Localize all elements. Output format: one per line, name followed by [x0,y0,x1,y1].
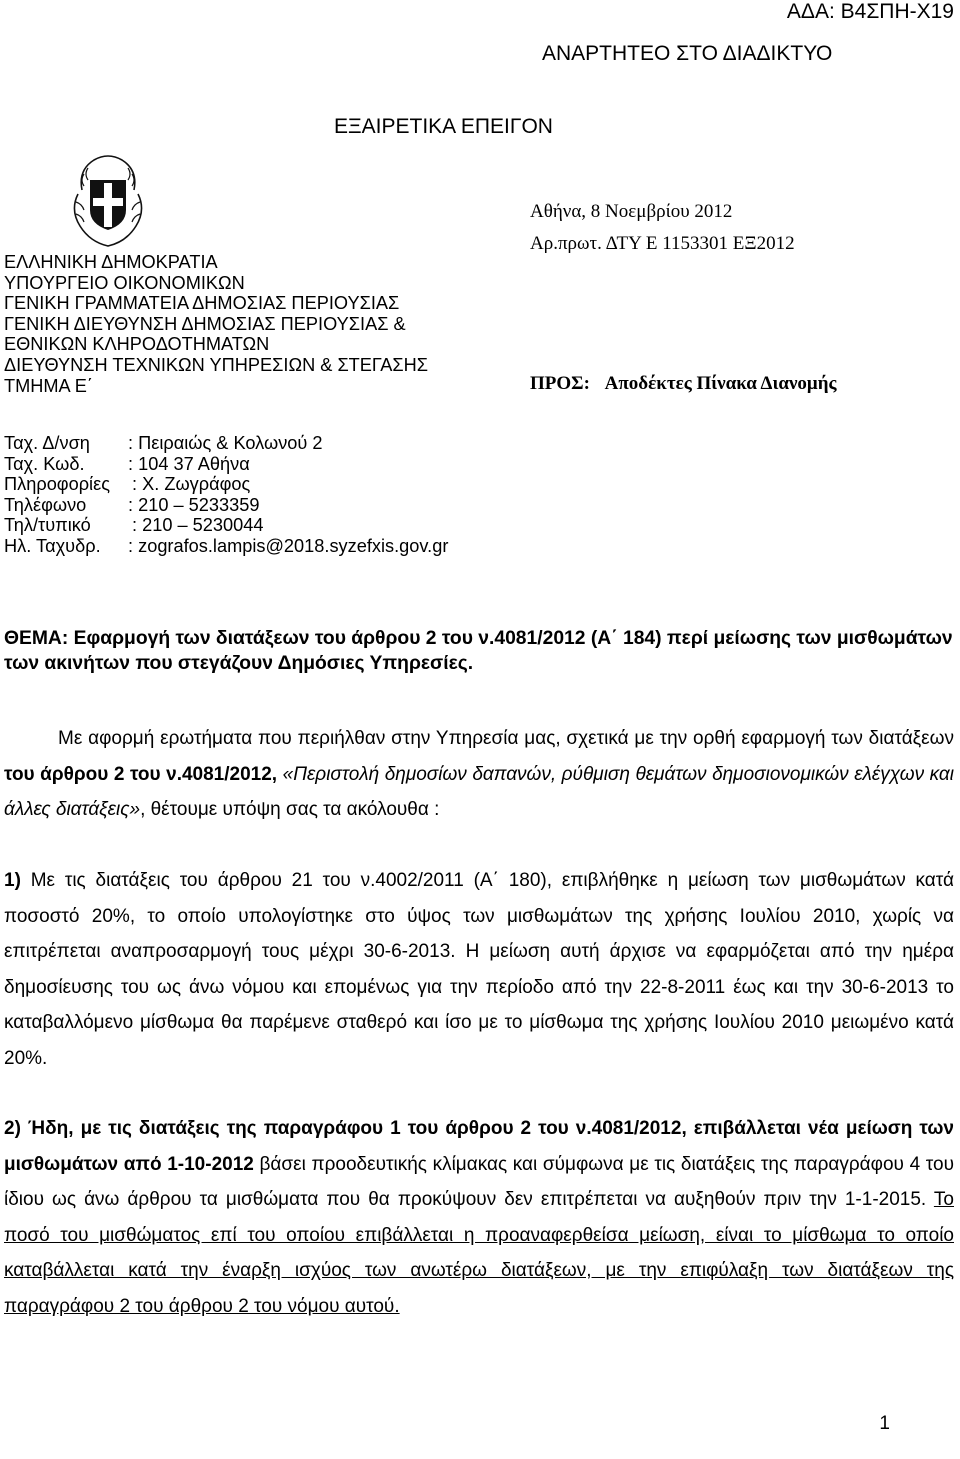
contact-label: Πληροφορίες [4,474,110,495]
document-date: Αθήνα, 8 Νοεμβρίου 2012 [530,201,733,222]
intro-text: Με αφορμή ερωτήματα που περιήλθαν στην Υπηρεσία μας, σχετικά με την ορθή εφαρμογή των διατάξεων [58,728,954,749]
contact-block [4,433,448,557]
issuer-line: ΥΠΟΥΡΓΕΙΟ ΟΙΚΟΝΟΜΙΚΩΝ [4,272,245,293]
page-number: 1 [879,1413,890,1434]
intro-law-title: «Περιστολή δημοσίων δαπανών, ρύθμιση θεμάτων δημοσιονομικών ελέγχων και άλλες διατάξεις» [4,763,954,821]
contact-email: : zografos.lampis@2018.syzefxis.gov.gr [128,535,449,556]
contact-row [4,433,448,454]
paragraph-underlined-text: Το ποσό του μισθώματος επί του οποίου επιβάλλεται η προαναφερθείσα μείωση, είναι το μίσθωμα το οποίο καταβάλλεται κατά την έναρξη ισχύος των ανωτέρω διατάξεων, με την επιφύλαξη των διατάξεων της παραγράφου 2 του άρθρου 2 του νόμου αυτού. [4,1189,954,1317]
contact-value: : Πειραιώς & Κολωνού 2 [128,433,323,453]
publish-notice: ΑΝΑΡΤΗΤΕΟ ΣΤΟ ΔΙΑΔΙΚΤΥΟ [542,42,833,65]
contact-row [4,495,448,516]
contact-value: : 210 – 5233359 [128,494,260,515]
contact-row [4,536,448,557]
protocol-number: Αρ.πρωτ. ΔΤΥ Ε 1153301 ΕΞ2012 [530,233,795,254]
issuer-line: ΓΕΝΙΚΗ ΔΙΕΥΘΥΝΣΗ ΔΗΜΟΣΙΑΣ ΠΕΡΙΟΥΣΙΑΣ & [4,313,406,334]
date-protocol-block [530,196,795,260]
issuer-line: ΔΙΕΥΘΥΝΣΗ ΤΕΧΝΙΚΩΝ ΥΠΗΡΕΣΙΩΝ & ΣΤΕΓΑΣΗΣ [4,354,429,375]
intro-tail: , θέτουμε υπόψη σας τα ακόλουθα : [140,799,440,821]
urgent-notice: ΕΞΑΙΡΕΤΙΚΑ ΕΠΕΙΓΟΝ [334,115,553,138]
intro-law-ref: του άρθρου 2 του ν.4081/2012, [4,763,283,785]
contact-label: Ταχ. Κωδ. [4,453,85,474]
recipients-label: ΠΡΟΣ: [530,373,590,394]
contact-row [4,515,448,536]
contact-label: Ταχ. Δ/νση [4,433,90,453]
contact-row [4,474,448,495]
paragraph-number: 1) [4,870,21,891]
contact-row [4,454,448,475]
contact-value: : Χ. Ζωγράφος [132,474,251,495]
recipients [530,373,837,395]
issuer-line: ΕΘΝΙΚΩΝ ΚΛΗΡΟΔΟΤΗΜΑΤΩΝ [4,334,270,355]
greek-coat-of-arms-icon [70,150,146,250]
issuer-line: ΕΛΛΗΝΙΚΗ ΔΗΜΟΚΡΑΤΙΑ [4,252,218,272]
subject-line: ΘΕΜΑ: Εφαρμογή των διατάξεων του άρθρου 2 του ν.4081/2012 (Α΄ 184) περί μείωσης των μισθωμάτων των ακινήτων που στεγάζουν Δημόσιες Υπηρεσίες. [4,628,953,674]
paragraph-bold-text: 2) Ήδη, με τις διατάξεις της παραγράφου 1 του άρθρου 2 του ν.4081/2012, επιβάλλεται νέα μείωση των μισθωμάτων από 1-10-2012 [4,1118,954,1175]
contact-value: : 104 37 Αθήνα [128,453,250,474]
contact-value: : 210 – 5230044 [132,515,264,536]
issuer-line: ΤΜΗΜΑ Ε΄ [4,375,93,396]
paragraph-1 [4,863,954,1077]
issuer-line: ΓΕΝΙΚΗ ΓΡΑΜΜΑΤΕΙΑ ΔΗΜΟΣΙΑΣ ΠΕΡΙΟΥΣΙΑΣ [4,293,400,314]
paragraph-2 [4,1111,954,1325]
contact-label: Τηλέφωνο [4,494,87,515]
contact-label: Ηλ. Ταχυδρ. [4,535,101,556]
issuer-block [4,252,428,396]
ada-code: ΑΔΑ: Β4ΣΠΗ-Χ19 [786,0,954,23]
recipients-value: Αποδέκτες Πίνακα Διανομής [604,373,837,394]
paragraph-text: βάσει προοδευτικής κλίμακας και σύμφωνα με τις διατάξεις της παραγράφου 4 του ίδιου ως άνω άρθρου τα μισθώματα που θα προκύψουν δεν επιτρέπεται να αυξηθούν πριν την 1-1-2015. [4,1153,954,1211]
paragraph-text: Με τις διατάξεις του άρθρου 21 του ν.4002/2011 (Α΄ 180), επιβλήθηκε η μείωση των μισθωμάτων κατά ποσοστό 20%, το οποίο υπολογίστηκε στο ύψος των μισθωμάτων της χρήσης Ιουλίου 2010, χωρίς να επιτρέπεται αναπροσαρμογή τους μέχρι 30-6-2013. Η μείωση αυτή άρχισε να εφαρμόζεται από την ημέρα δημοσίευσης του ως άνω νόμου και επομένως για την περίοδο από την 22-8-2011 έως και την 30-6-2013 το καταβαλλόμενο μίσθωμα θα παρέμενε σταθερό και ίσο με το μίσθωμα της χρήσης Ιουλίου 2010 μειωμένο κατά 20%. [4,870,954,1069]
contact-label: Τηλ/τυπικό [4,515,91,536]
intro-paragraph [4,721,954,828]
